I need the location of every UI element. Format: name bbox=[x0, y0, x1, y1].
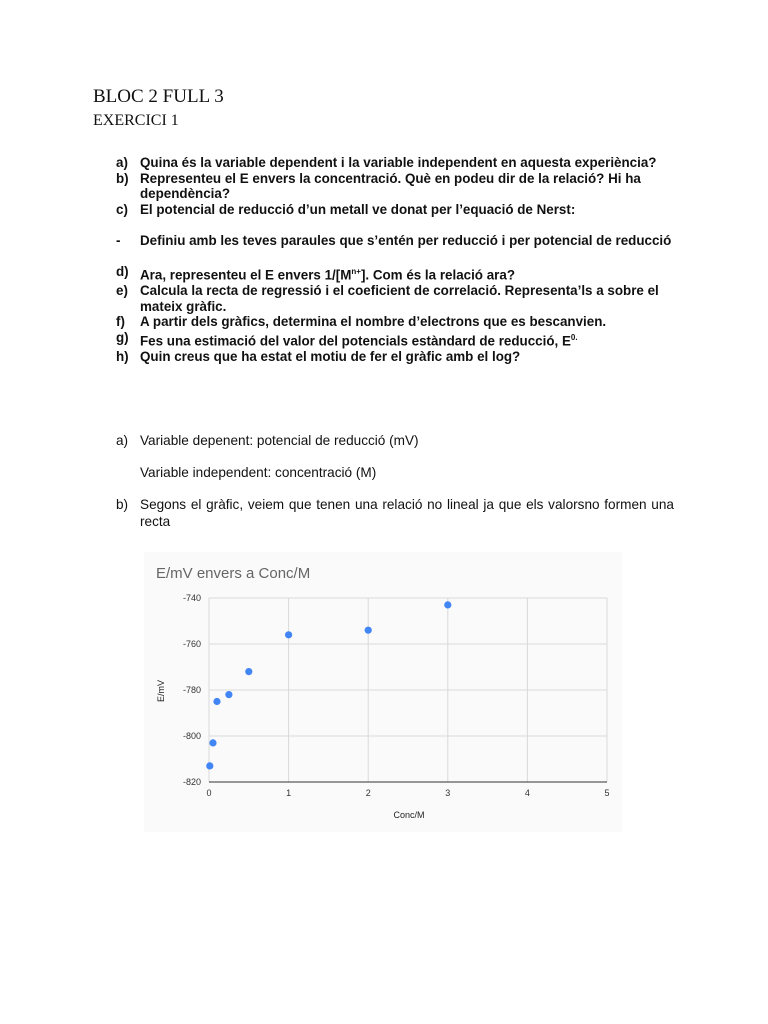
question-text: Calcula la recta de regressió i el coeficient de correlació. Representa’ls a sobre el mateix gràfic. bbox=[140, 283, 659, 314]
data-point bbox=[365, 627, 372, 634]
chart-points bbox=[206, 601, 451, 769]
x-tick-label: 0 bbox=[206, 788, 212, 798]
chart-axis-ticks bbox=[183, 593, 610, 798]
question-text-part: Fes una estimació del valor del potencials estàndard de reducció, E bbox=[140, 333, 571, 349]
question-item bbox=[116, 171, 676, 202]
question-marker: a) bbox=[116, 155, 128, 170]
exercise-heading: EXERCICI 1 bbox=[93, 112, 179, 129]
chart-canvas bbox=[144, 552, 622, 832]
answer-marker bbox=[116, 464, 140, 481]
answer-text: Variable independent: concentració (M) bbox=[140, 465, 377, 480]
data-point bbox=[245, 668, 252, 675]
question-item bbox=[116, 349, 676, 365]
question-item bbox=[116, 264, 676, 283]
question-marker: f) bbox=[116, 314, 125, 330]
question-marker: d) bbox=[116, 264, 129, 280]
answer-text: Variable depenent: potencial de reducció (mV) bbox=[140, 433, 419, 448]
question-marker: g) bbox=[116, 330, 129, 345]
y-tick-label: -740 bbox=[182, 593, 201, 603]
data-point bbox=[209, 739, 216, 746]
question-item bbox=[116, 233, 676, 249]
x-axis-label: Conc/M bbox=[393, 810, 425, 820]
x-tick-label: 4 bbox=[524, 788, 530, 798]
y-tick-label: -800 bbox=[182, 731, 201, 741]
question-marker: - bbox=[116, 232, 121, 248]
question-list bbox=[116, 155, 676, 365]
question-item bbox=[116, 314, 676, 330]
answer-list bbox=[116, 432, 674, 530]
question-item bbox=[116, 283, 676, 314]
answer-marker: a) bbox=[116, 433, 129, 448]
data-point bbox=[285, 631, 292, 638]
answer-item bbox=[116, 496, 674, 530]
question-text-part: ]. Com és la relació ara? bbox=[360, 267, 515, 283]
y-tick-label: -780 bbox=[182, 685, 201, 695]
x-tick-label: 5 bbox=[604, 788, 610, 798]
question-text-part: Ara, representeu el E envers 1/[M bbox=[140, 267, 352, 283]
answer-item bbox=[116, 432, 674, 449]
x-tick-label: 3 bbox=[445, 788, 451, 798]
question-marker: e) bbox=[116, 283, 128, 299]
page-title: BLOC 2 FULL 3 bbox=[93, 86, 224, 107]
scatter-chart bbox=[144, 552, 622, 832]
data-point bbox=[225, 691, 232, 698]
question-text: Definiu amb les teves paraules que s’entén per reducció i per potencial de reducció bbox=[140, 232, 672, 248]
question-marker: c) bbox=[116, 201, 128, 217]
question-text bbox=[140, 330, 676, 349]
question-text: Quin creus que ha estat el motiu de fer el gràfic amb el log? bbox=[140, 349, 521, 365]
question-item bbox=[116, 155, 676, 171]
chart-title: E/mV envers a Conc/M bbox=[156, 565, 311, 582]
y-axis-label: E/mV bbox=[156, 679, 166, 703]
question-text: El potencial de reducció d’un metall ve donat per l’equació de Nerst: bbox=[140, 201, 576, 217]
answer-marker: b) bbox=[116, 497, 129, 512]
x-tick-label: 1 bbox=[286, 788, 292, 798]
question-text: A partir dels gràfics, determina el nombre d’electrons que es bescanvien. bbox=[140, 314, 607, 330]
y-tick-label: -760 bbox=[182, 639, 201, 649]
superscript: 0. bbox=[570, 333, 578, 342]
y-tick-label: -820 bbox=[182, 777, 201, 787]
answer-text: Segons el gràfic, veiem que tenen una relació no lineal ja que els valorsno formen una recta bbox=[140, 497, 674, 529]
data-point bbox=[444, 601, 451, 608]
x-tick-label: 2 bbox=[365, 788, 371, 798]
answer-item bbox=[116, 464, 674, 481]
chart-grid bbox=[209, 598, 607, 782]
question-marker: b) bbox=[116, 170, 129, 186]
superscript: n+ bbox=[351, 267, 361, 277]
question-marker: h) bbox=[116, 349, 129, 365]
question-item bbox=[116, 202, 676, 218]
data-point bbox=[206, 762, 213, 769]
question-text bbox=[140, 264, 676, 283]
question-item bbox=[116, 330, 676, 349]
question-text: Representeu el E envers la concentració. Què en podeu dir de la relació? Hi ha dependència? bbox=[140, 170, 641, 202]
question-text: Quina és la variable dependent i la variable independent en aquesta experiència? bbox=[140, 155, 657, 170]
data-point bbox=[213, 698, 220, 705]
